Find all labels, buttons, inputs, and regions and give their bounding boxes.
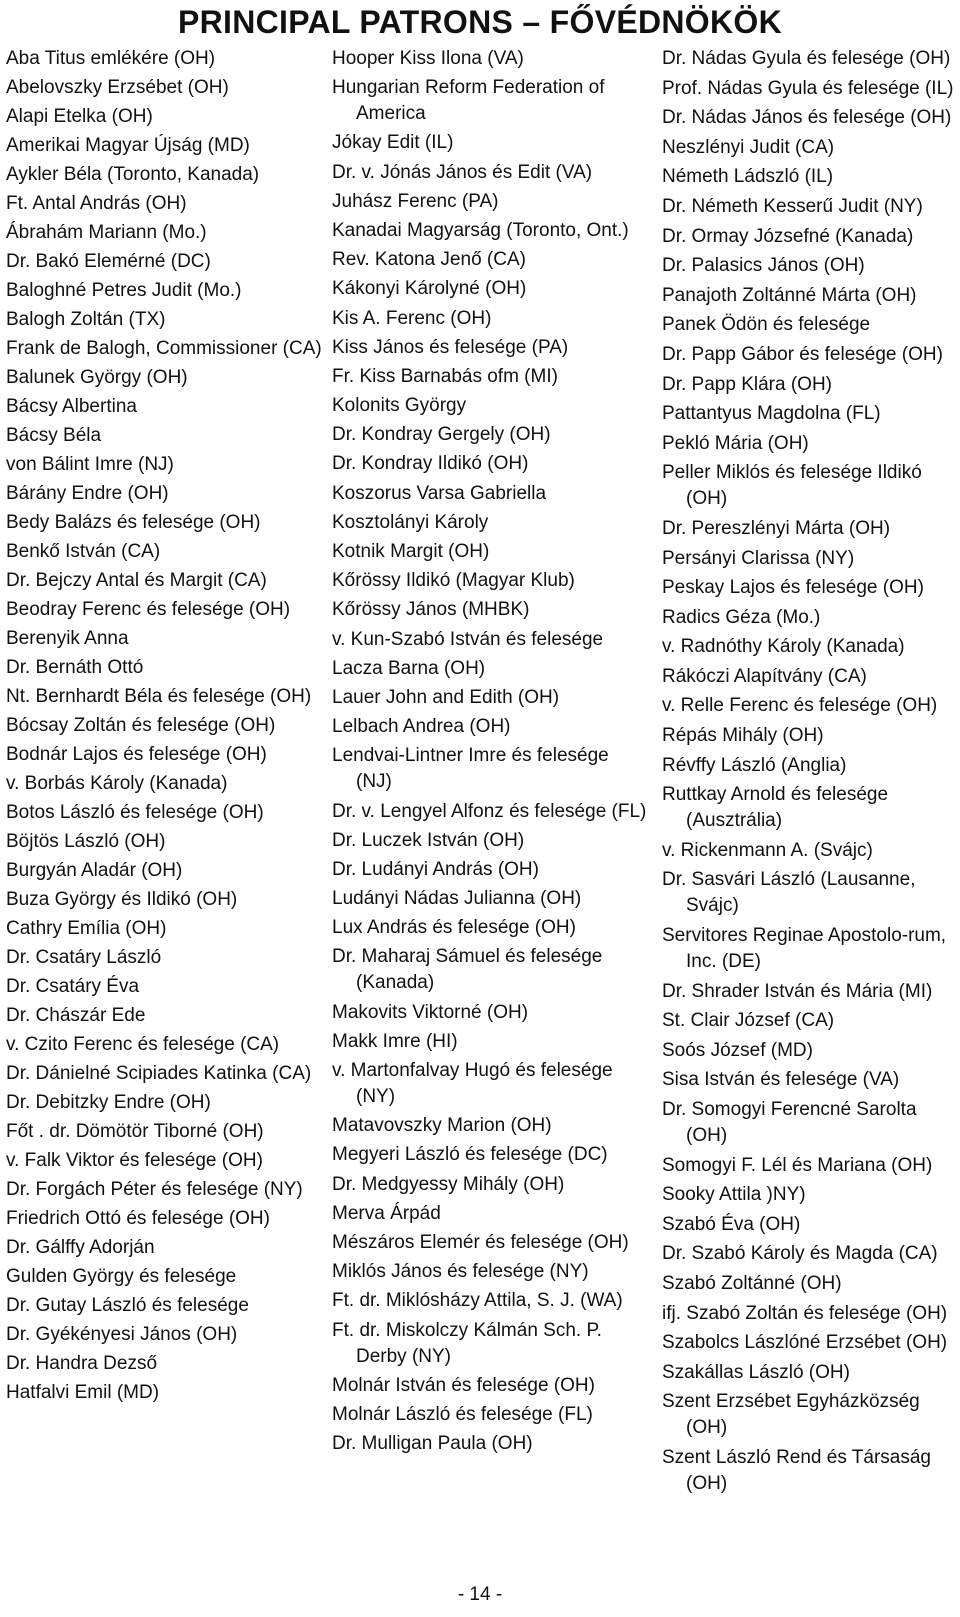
- patron-entry: Berenyik Anna: [6, 628, 129, 649]
- patron-entry: v. Falk Viktor és felesége (OH): [6, 1150, 263, 1171]
- patron-entry: Kiss János és felesége (PA): [332, 336, 569, 358]
- patron-entry: Dr. Németh Kesserű Judit (NY): [662, 195, 923, 217]
- patron-entry: Amerikai Magyar Újság (MD): [6, 135, 250, 156]
- patron-entry: Bácsy Albertina: [6, 396, 137, 417]
- patron-entry: Fr. Kiss Barnabás ofm (MI): [332, 365, 558, 387]
- patron-entry: Dr. Debitzky Endre (OH): [6, 1092, 211, 1113]
- patron-entry: Kolonits György: [332, 395, 467, 417]
- patron-entry: Kotnik Margit (OH): [332, 541, 490, 562]
- patron-entry: Szabó Éva (OH): [662, 1213, 801, 1235]
- patron-entry: Jókay Edit (IL): [332, 132, 454, 154]
- patron-entry: Persányi Clarissa (NY): [662, 547, 855, 569]
- patron-entry: Neszlényi Judit (CA): [662, 136, 835, 158]
- patron-entry: v. Radnóthy Károly (Kanada): [662, 636, 905, 658]
- patron-entry: Benkő István (CA): [6, 541, 161, 562]
- patron-entry: Koszorus Varsa Gabriella: [332, 482, 547, 504]
- patron-entry: Ft. dr. Miskolczy Kálmán Sch. P. Derby (NY): [332, 1319, 602, 1367]
- patron-entry: Ábrahám Mariann (Mo.): [6, 222, 207, 243]
- page-title: PRINCIPAL PATRONS – FŐVÉDNÖKÖK: [177, 4, 782, 40]
- patron-entry: Kőrössy János (MHBK): [332, 599, 530, 621]
- patron-entry: v. Borbás Károly (Kanada): [6, 773, 228, 794]
- patron-entry: Dr. Dánielné Scipiades Katinka (CA): [6, 1063, 312, 1084]
- patron-entry: Pattantyus Magdolna (FL): [662, 403, 881, 425]
- patron-column-2: [332, 46, 648, 1460]
- patron-entry: Rákóczi Alapítvány (CA): [662, 665, 867, 687]
- patron-entry: Bodnár Lajos és felesége (OH): [6, 744, 267, 765]
- patron-entry: Ruttkay Arnold és felesége (Ausztrália): [662, 784, 889, 832]
- patron-entry: Dr. Bejczy Antal és Margit (CA): [6, 570, 267, 591]
- patron-entry: Soós József (MD): [662, 1039, 813, 1061]
- patron-entry: Ludányi Nádas Julianna (OH): [332, 888, 582, 910]
- patron-entry: Sisa István és felesége (VA): [662, 1069, 900, 1091]
- patron-entry: Dr. Csatáry Éva: [6, 976, 140, 997]
- patron-entry: von Bálint Imre (NJ): [6, 454, 174, 475]
- patron-entry: Dr. Sasvári László (Lausanne, Svájc): [662, 869, 916, 917]
- patron-entry: Kis A. Ferenc (OH): [332, 307, 492, 329]
- patron-entry: Molnár István és felesége (OH): [332, 1374, 595, 1396]
- patron-entry: Böjtös László (OH): [6, 831, 166, 852]
- patron-entry: Dr. Papp Klára (OH): [662, 373, 832, 395]
- patron-entry: v. Rickenmann A. (Svájc): [662, 839, 873, 861]
- patron-entry: Bócsay Zoltán és felesége (OH): [6, 715, 276, 736]
- patron-entry: Dr. Ludányi András (OH): [332, 858, 539, 880]
- patron-entry: Abelovszky Erzsébet (OH): [6, 77, 229, 98]
- patron-column-1: [6, 46, 324, 1409]
- page-number: - 14 -: [457, 1584, 503, 1605]
- patron-entry: Lauer John and Edith (OH): [332, 686, 560, 708]
- patron-entry: Dr. Csatáry László: [6, 947, 162, 968]
- patron-column-3: [662, 46, 954, 1501]
- patron-entry: Pekló Mária (OH): [662, 432, 809, 454]
- patron-entry: Szabó Zoltánné (OH): [662, 1272, 842, 1294]
- patron-entry: Dr. Kondray Ildikó (OH): [332, 453, 529, 475]
- patron-entry: Buza György és Ildikó (OH): [6, 889, 238, 910]
- patron-entry: v. Czito Ferenc és felesége (CA): [6, 1034, 280, 1055]
- patron-entry: Balunek György (OH): [6, 367, 188, 388]
- patron-entry: Dr. Forgách Péter és felesége (NY): [6, 1179, 303, 1200]
- patron-entry: Kákonyi Károlyné (OH): [332, 278, 527, 300]
- patron-entry: Rev. Katona Jenő (CA): [332, 249, 526, 271]
- patron-entry: Szakállas László (OH): [662, 1361, 850, 1383]
- patron-entry: Hatfalvi Emil (MD): [6, 1382, 160, 1403]
- patron-entry: Panajoth Zoltánné Márta (OH): [662, 284, 917, 306]
- patron-entry: Ft. Antal András (OH): [6, 193, 187, 214]
- patron-entry: Ft. dr. Miklósházy Attila, S. J. (WA): [332, 1290, 623, 1312]
- patron-entry: Somogyi F. Lél és Mariana (OH): [662, 1154, 933, 1176]
- patron-entry: Bácsy Béla: [6, 425, 102, 446]
- patron-entry: Dr. Shrader István és Mária (MI): [662, 980, 933, 1002]
- patron-entry: Dr. Luczek István (OH): [332, 829, 525, 851]
- patron-entry: Lacza Barna (OH): [332, 657, 486, 679]
- patron-entry: Dr. Medgyessy Mihály (OH): [332, 1173, 565, 1195]
- patron-entry: Dr. Gyékényesi János (OH): [6, 1324, 238, 1345]
- patron-entry: Dr. Chászár Ede: [6, 1005, 146, 1026]
- patron-entry: Dr. Mulligan Paula (OH): [332, 1433, 533, 1455]
- patron-entry: Kanadai Magyarság (Toronto, Ont.): [332, 219, 629, 241]
- patron-entry: Dr. Palasics János (OH): [662, 255, 865, 277]
- patron-entry: Dr. Gutay László és felesége: [6, 1295, 249, 1316]
- patron-entry: Miklós János és felesége (NY): [332, 1261, 589, 1283]
- patron-entry: v. Relle Ferenc és felesége (OH): [662, 695, 938, 717]
- patron-entry: Dr. Ormay Józsefné (Kanada): [662, 225, 914, 247]
- patron-entry: Dr. v. Lengyel Alfonz és felesége (FL): [332, 800, 647, 822]
- patron-entry: Dr. Handra Dezső: [6, 1353, 158, 1374]
- patron-entry: Bárány Endre (OH): [6, 483, 169, 504]
- patron-entry: Makk Imre (HI): [332, 1030, 458, 1052]
- patron-entry: Hungarian Reform Federation of America: [332, 77, 605, 125]
- patron-entry: Gulden György és felesége: [6, 1266, 237, 1287]
- patron-entry: Prof. Nádas Gyula és felesége (IL): [662, 77, 954, 99]
- patron-entry: ifj. Szabó Zoltán és felesége (OH): [662, 1302, 948, 1324]
- patron-entry: Balogh Zoltán (TX): [6, 309, 166, 330]
- patron-entry: Dr. Szabó Károly és Magda (CA): [662, 1243, 938, 1265]
- patron-entry: Panek Ödön és felesége: [662, 314, 871, 336]
- patron-entry: Servitores Reginae Apostolo-rum, Inc. (DE): [662, 925, 947, 973]
- patron-entry: Dr. Papp Gábor és felesége (OH): [662, 343, 943, 365]
- patron-entry: Molnár László és felesége (FL): [332, 1403, 593, 1425]
- patron-entry: Dr. Kondray Gergely (OH): [332, 424, 551, 446]
- patron-entry: Peskay Lajos és felesége (OH): [662, 577, 924, 599]
- patron-entry: Kosztolányi Károly: [332, 511, 489, 533]
- patron-entry: v. Kun-Szabó István és felesége: [332, 628, 604, 650]
- patron-entry: Beodray Ferenc és felesége (OH): [6, 599, 291, 620]
- patron-entry: Lux András és felesége (OH): [332, 917, 576, 939]
- patron-entry: Dr. Bakó Elemérné (DC): [6, 251, 211, 272]
- patron-entry: Bedy Balázs és felesége (OH): [6, 512, 261, 533]
- patron-entry: Makovits Viktorné (OH): [332, 1001, 529, 1023]
- patron-entry: Révffy László (Anglia): [662, 754, 847, 776]
- patron-entry: Juhász Ferenc (PA): [332, 190, 499, 212]
- patron-entry: Frank de Balogh, Commissioner (CA): [6, 338, 322, 359]
- patron-entry: Hooper Kiss Ilona (VA): [332, 48, 524, 69]
- patron-entry: Baloghné Petres Judit (Mo.): [6, 280, 242, 301]
- patron-entry: Burgyán Aladár (OH): [6, 860, 183, 881]
- patron-entry: Matavovszky Marion (OH): [332, 1115, 552, 1137]
- patron-entry: Botos László és felesége (OH): [6, 802, 264, 823]
- patron-entry: Szent László Rend és Társaság (OH): [662, 1446, 931, 1494]
- patron-entry: Lelbach Andrea (OH): [332, 716, 511, 738]
- patron-entry: Dr. Somogyi Ferencné Sarolta (OH): [662, 1099, 917, 1146]
- patron-entry: Megyeri László és felesége (DC): [332, 1144, 608, 1166]
- patron-entry: Mészáros Elemér és felesége (OH): [332, 1231, 629, 1253]
- patron-entry: Dr. Gálffy Adorján: [6, 1237, 155, 1258]
- patron-entry: Dr. Pereszlényi Márta (OH): [662, 517, 891, 539]
- patron-entry: Dr. Bernáth Ottó: [6, 657, 144, 678]
- patron-entry: Szabolcs Lászlóné Erzsébet (OH): [662, 1332, 948, 1354]
- patron-entry: Főt . dr. Dömötör Tiborné (OH): [6, 1121, 264, 1142]
- patron-entry: Cathry Emília (OH): [6, 918, 167, 939]
- patron-entry: Nt. Bernhardt Béla és felesége (OH): [6, 686, 312, 707]
- patron-entry: Aba Titus emlékére (OH): [6, 48, 216, 69]
- patron-entry: Kőrössy Ildikó (Magyar Klub): [332, 570, 575, 592]
- patron-entry: Németh Ládszló (IL): [662, 166, 834, 188]
- patron-entry: Lendvai-Lintner Imre és felesége (NJ): [332, 745, 609, 793]
- patron-entry: Aykler Béla (Toronto, Kanada): [6, 164, 260, 185]
- patron-entry: Dr. v. Jónás János és Edit (VA): [332, 161, 593, 183]
- patron-entry: Dr. Nádas Gyula és felesége (OH): [662, 48, 951, 69]
- patron-entry: Szent Erzsébet Egyházközség (OH): [662, 1391, 920, 1439]
- patron-entry: Merva Árpád: [332, 1202, 441, 1224]
- patron-entry: Répás Mihály (OH): [662, 725, 824, 747]
- patron-entry: Friedrich Ottó és felesége (OH): [6, 1208, 270, 1229]
- patron-entry: Alapi Etelka (OH): [6, 106, 153, 127]
- patron-entry: Sooky Attila )NY): [662, 1184, 806, 1206]
- patron-entry: Radics Géza (Mo.): [662, 606, 821, 628]
- patron-entry: Dr. Maharaj Sámuel és felesége (Kanada): [332, 946, 603, 994]
- patron-entry: Dr. Nádas János és felesége (OH): [662, 107, 952, 129]
- patron-entry: Peller Miklós és felesége Ildikó (OH): [662, 462, 922, 510]
- patron-entry: St. Clair József (CA): [662, 1010, 835, 1032]
- patron-entry: v. Martonfalvay Hugó és felesége (NY): [332, 1060, 613, 1107]
